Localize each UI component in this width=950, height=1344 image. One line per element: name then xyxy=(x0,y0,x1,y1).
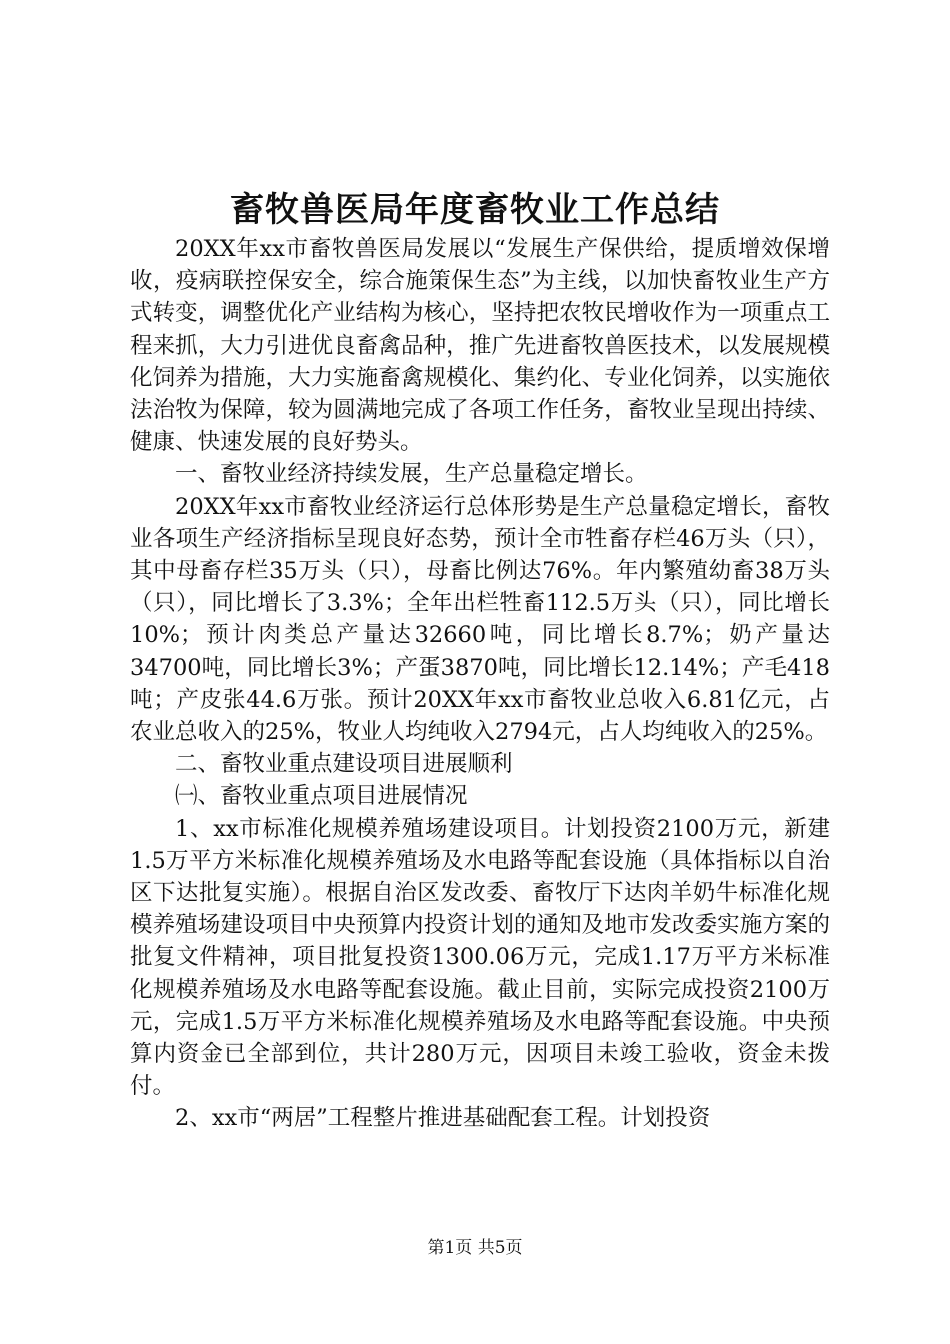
paragraph-project-1: 1、xx市标准化规模养殖场建设项目。计划投资2100万元，新建1.5万平方米标准化规模养殖场及水电路等配套设施（具体指标以自治区下达批复实施）。根据自治区发改委、畜牧厅下达肉羊奶牛标准化规模养殖场建设项目中央预算内投资计划的通知及地市发改委实施方案的批复文件精神，项目批复投资1300.06万元，完成1.17万平方米标准化规模养殖场及水电路等配套设施。截止目前，实际完成投资2100万元，完成1.5万平方米标准化规模养殖场及水电路等配套设施。中央预算内资金已全部到位，共计280万元，因项目未竣工验收，资金未拨付。 xyxy=(130,815,830,1100)
document-body xyxy=(130,233,830,1135)
paragraph-project-2: 2、xx市“两居”工程整片推进基础配套工程。计划投资 xyxy=(175,1105,711,1132)
paragraph-production: 20XX年xx市畜牧业经济运行总体形势是生产总量稳定增长，畜牧业各项生产经济指标呈现良好态势，预计全市牲畜存栏46万头（只），其中母畜存栏35万头（只），母畜比例达76%。年内繁殖幼畜38万头（只），同比增长了3.3%；全年出栏牲畜112.5万头（只），同比增长10%；预计肉类总产量达32660吨，同比增长8.7%；奶产量达34700吨，同比增长3%；产蛋3870吨，同比增长12.14%；产毛418吨；产皮张44.6万张。预计20XX年xx市畜牧业总收入6.81亿元，占农业总收入的25%，牧业人均纯收入2794元，占人均纯收入的25%。 xyxy=(130,493,830,746)
paragraph-intro: 20XX年xx市畜牧兽医局发展以“发展生产保供给，提质增效保增收，疫病联控保安全，综合施策保生态”为主线，以加快畜牧业生产方式转变，调整优化产业结构为核心，坚持把农牧民增收作为一项重点工程来抓，大力引进优良畜禽品种，推广先进畜牧兽医技术，以发展规模化饲养为措施，大力实施畜禽规模化、集约化、专业化饲养，以实施依法治牧为保障，较为圆满地完成了各项工作任务，畜牧业呈现出持续、健康、快速发展的良好势头。 xyxy=(130,236,830,456)
heading-section-1: 一、畜牧业经济持续发展，生产总量稳定增长。 xyxy=(175,461,648,488)
page-indicator: 第1页 共5页 xyxy=(427,1238,523,1258)
document-title: 畜牧兽医局年度畜牧业工作总结 xyxy=(230,190,720,230)
heading-subsection-1: ㈠、畜牧业重点项目进展情况 xyxy=(175,783,468,810)
heading-section-2: 二、畜牧业重点建设项目进展顺利 xyxy=(175,751,513,778)
